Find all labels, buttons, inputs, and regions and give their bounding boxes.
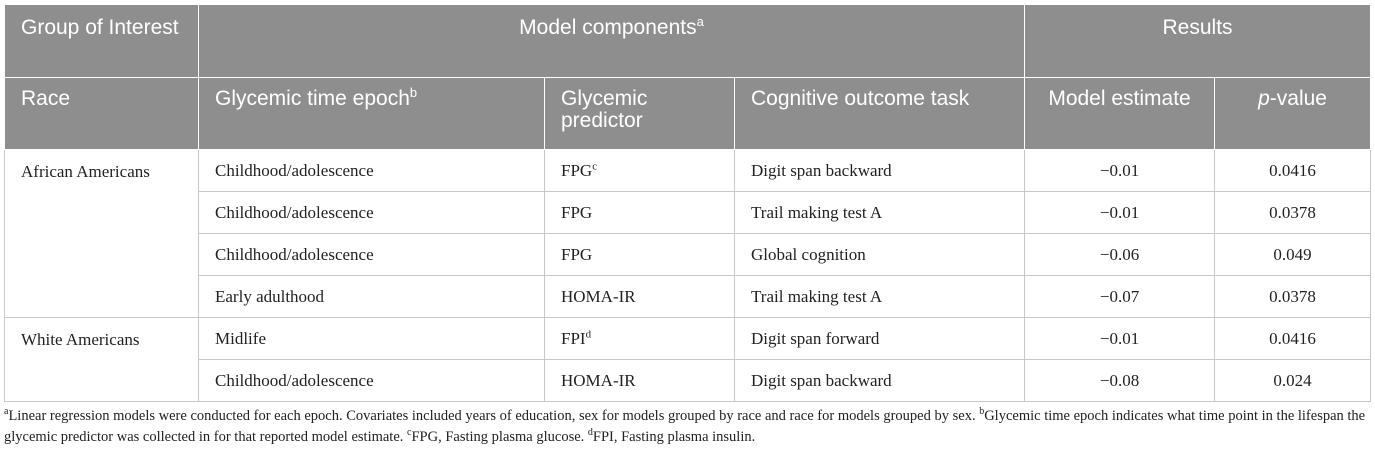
pvalue-cell: 0.0378 <box>1215 276 1371 318</box>
predictor-cell <box>545 192 735 234</box>
predictor-cell <box>545 360 735 402</box>
predictor-cell <box>545 276 735 318</box>
predictor-cell <box>545 150 735 192</box>
outcome-cell: Trail making test A <box>735 192 1025 234</box>
table-row <box>5 318 1371 360</box>
footnote-mark-b: b <box>979 406 985 418</box>
header-epoch-label: Glycemic time epoch <box>215 87 410 110</box>
footnotes <box>4 406 1370 448</box>
outcome-cell: Digit span forward <box>735 318 1025 360</box>
footnote-b-text: Glycemic time epoch indicates what time point in the lifespan the glycemic predictor was collected in for that reported model estimate. <box>4 408 1366 445</box>
footnote-ref-a: a <box>696 14 704 29</box>
footnote-a-text: Linear regression models were conducted for each epoch. Covariates included years of education, sex for models grouped by race and race for models grouped by sex. <box>8 408 976 424</box>
header-pvalue-rest: -value <box>1269 87 1327 110</box>
predictor-label: FPG <box>561 244 593 264</box>
predictor-footnote-ref: d <box>585 327 592 340</box>
header-outcome: Cognitive outcome task <box>735 78 1025 150</box>
outcome-cell: Digit span backward <box>735 150 1025 192</box>
footnote-c-text: FPG, Fasting plasma glucose. <box>411 429 585 445</box>
outcome-cell: Digit span backward <box>735 360 1025 402</box>
header-estimate: Model estimate <box>1025 78 1215 150</box>
predictor-label: FPG <box>561 202 593 222</box>
header-race: Race <box>5 78 199 150</box>
header-group-of-interest: Group of Interest <box>5 5 199 78</box>
footnote-ref-b: b <box>409 85 418 100</box>
header-predictor: Glycemic predictor <box>545 78 735 150</box>
footnote-line-1 <box>4 406 1370 448</box>
header-pvalue <box>1215 78 1371 150</box>
estimate-cell: −0.06 <box>1025 234 1215 276</box>
predictor-label: FPI <box>561 328 586 348</box>
table-row <box>5 150 1371 192</box>
outcome-cell: Trail making test A <box>735 276 1025 318</box>
epoch-cell: Midlife <box>199 318 545 360</box>
predictor-label: HOMA-IR <box>561 370 636 390</box>
table-row <box>5 192 1371 234</box>
epoch-cell: Childhood/adolescence <box>199 360 545 402</box>
estimate-cell: −0.07 <box>1025 276 1215 318</box>
predictor-label: FPG <box>561 160 593 180</box>
header-model-components <box>199 5 1025 78</box>
header-results: Results <box>1025 5 1371 78</box>
race-cell: White Americans <box>5 318 199 402</box>
estimate-cell: −0.08 <box>1025 360 1215 402</box>
table-row <box>5 360 1371 402</box>
epoch-cell: Childhood/adolescence <box>199 234 545 276</box>
header-epoch <box>199 78 545 150</box>
estimate-cell: −0.01 <box>1025 318 1215 360</box>
results-table-container <box>4 4 1370 402</box>
estimate-cell: −0.01 <box>1025 150 1215 192</box>
header-row-1 <box>5 5 1371 78</box>
epoch-cell: Early adulthood <box>199 276 545 318</box>
predictor-footnote-ref: c <box>592 159 598 172</box>
pvalue-cell: 0.0416 <box>1215 150 1371 192</box>
table-row <box>5 276 1371 318</box>
header-model-components-label: Model components <box>519 16 697 39</box>
outcome-cell: Global cognition <box>735 234 1025 276</box>
footnote-mark-d: d <box>587 427 593 439</box>
footnote-d-text: FPI, Fasting plasma insulin. <box>592 429 756 445</box>
table-body <box>5 150 1371 402</box>
epoch-cell: Childhood/adolescence <box>199 192 545 234</box>
pvalue-cell: 0.024 <box>1215 360 1371 402</box>
estimate-cell: −0.01 <box>1025 192 1215 234</box>
footnote-mark-c: c <box>407 427 412 439</box>
results-table <box>4 4 1371 402</box>
pvalue-cell: 0.0378 <box>1215 192 1371 234</box>
pvalue-cell: 0.049 <box>1215 234 1371 276</box>
footnote-mark-a: a <box>4 406 9 418</box>
table-row <box>5 234 1371 276</box>
predictor-cell <box>545 234 735 276</box>
header-pvalue-italic: p <box>1258 87 1270 110</box>
header-row-2 <box>5 78 1371 150</box>
race-cell: African Americans <box>5 150 199 318</box>
pvalue-cell: 0.0416 <box>1215 318 1371 360</box>
predictor-cell <box>545 318 735 360</box>
predictor-label: HOMA-IR <box>561 286 636 306</box>
epoch-cell: Childhood/adolescence <box>199 150 545 192</box>
